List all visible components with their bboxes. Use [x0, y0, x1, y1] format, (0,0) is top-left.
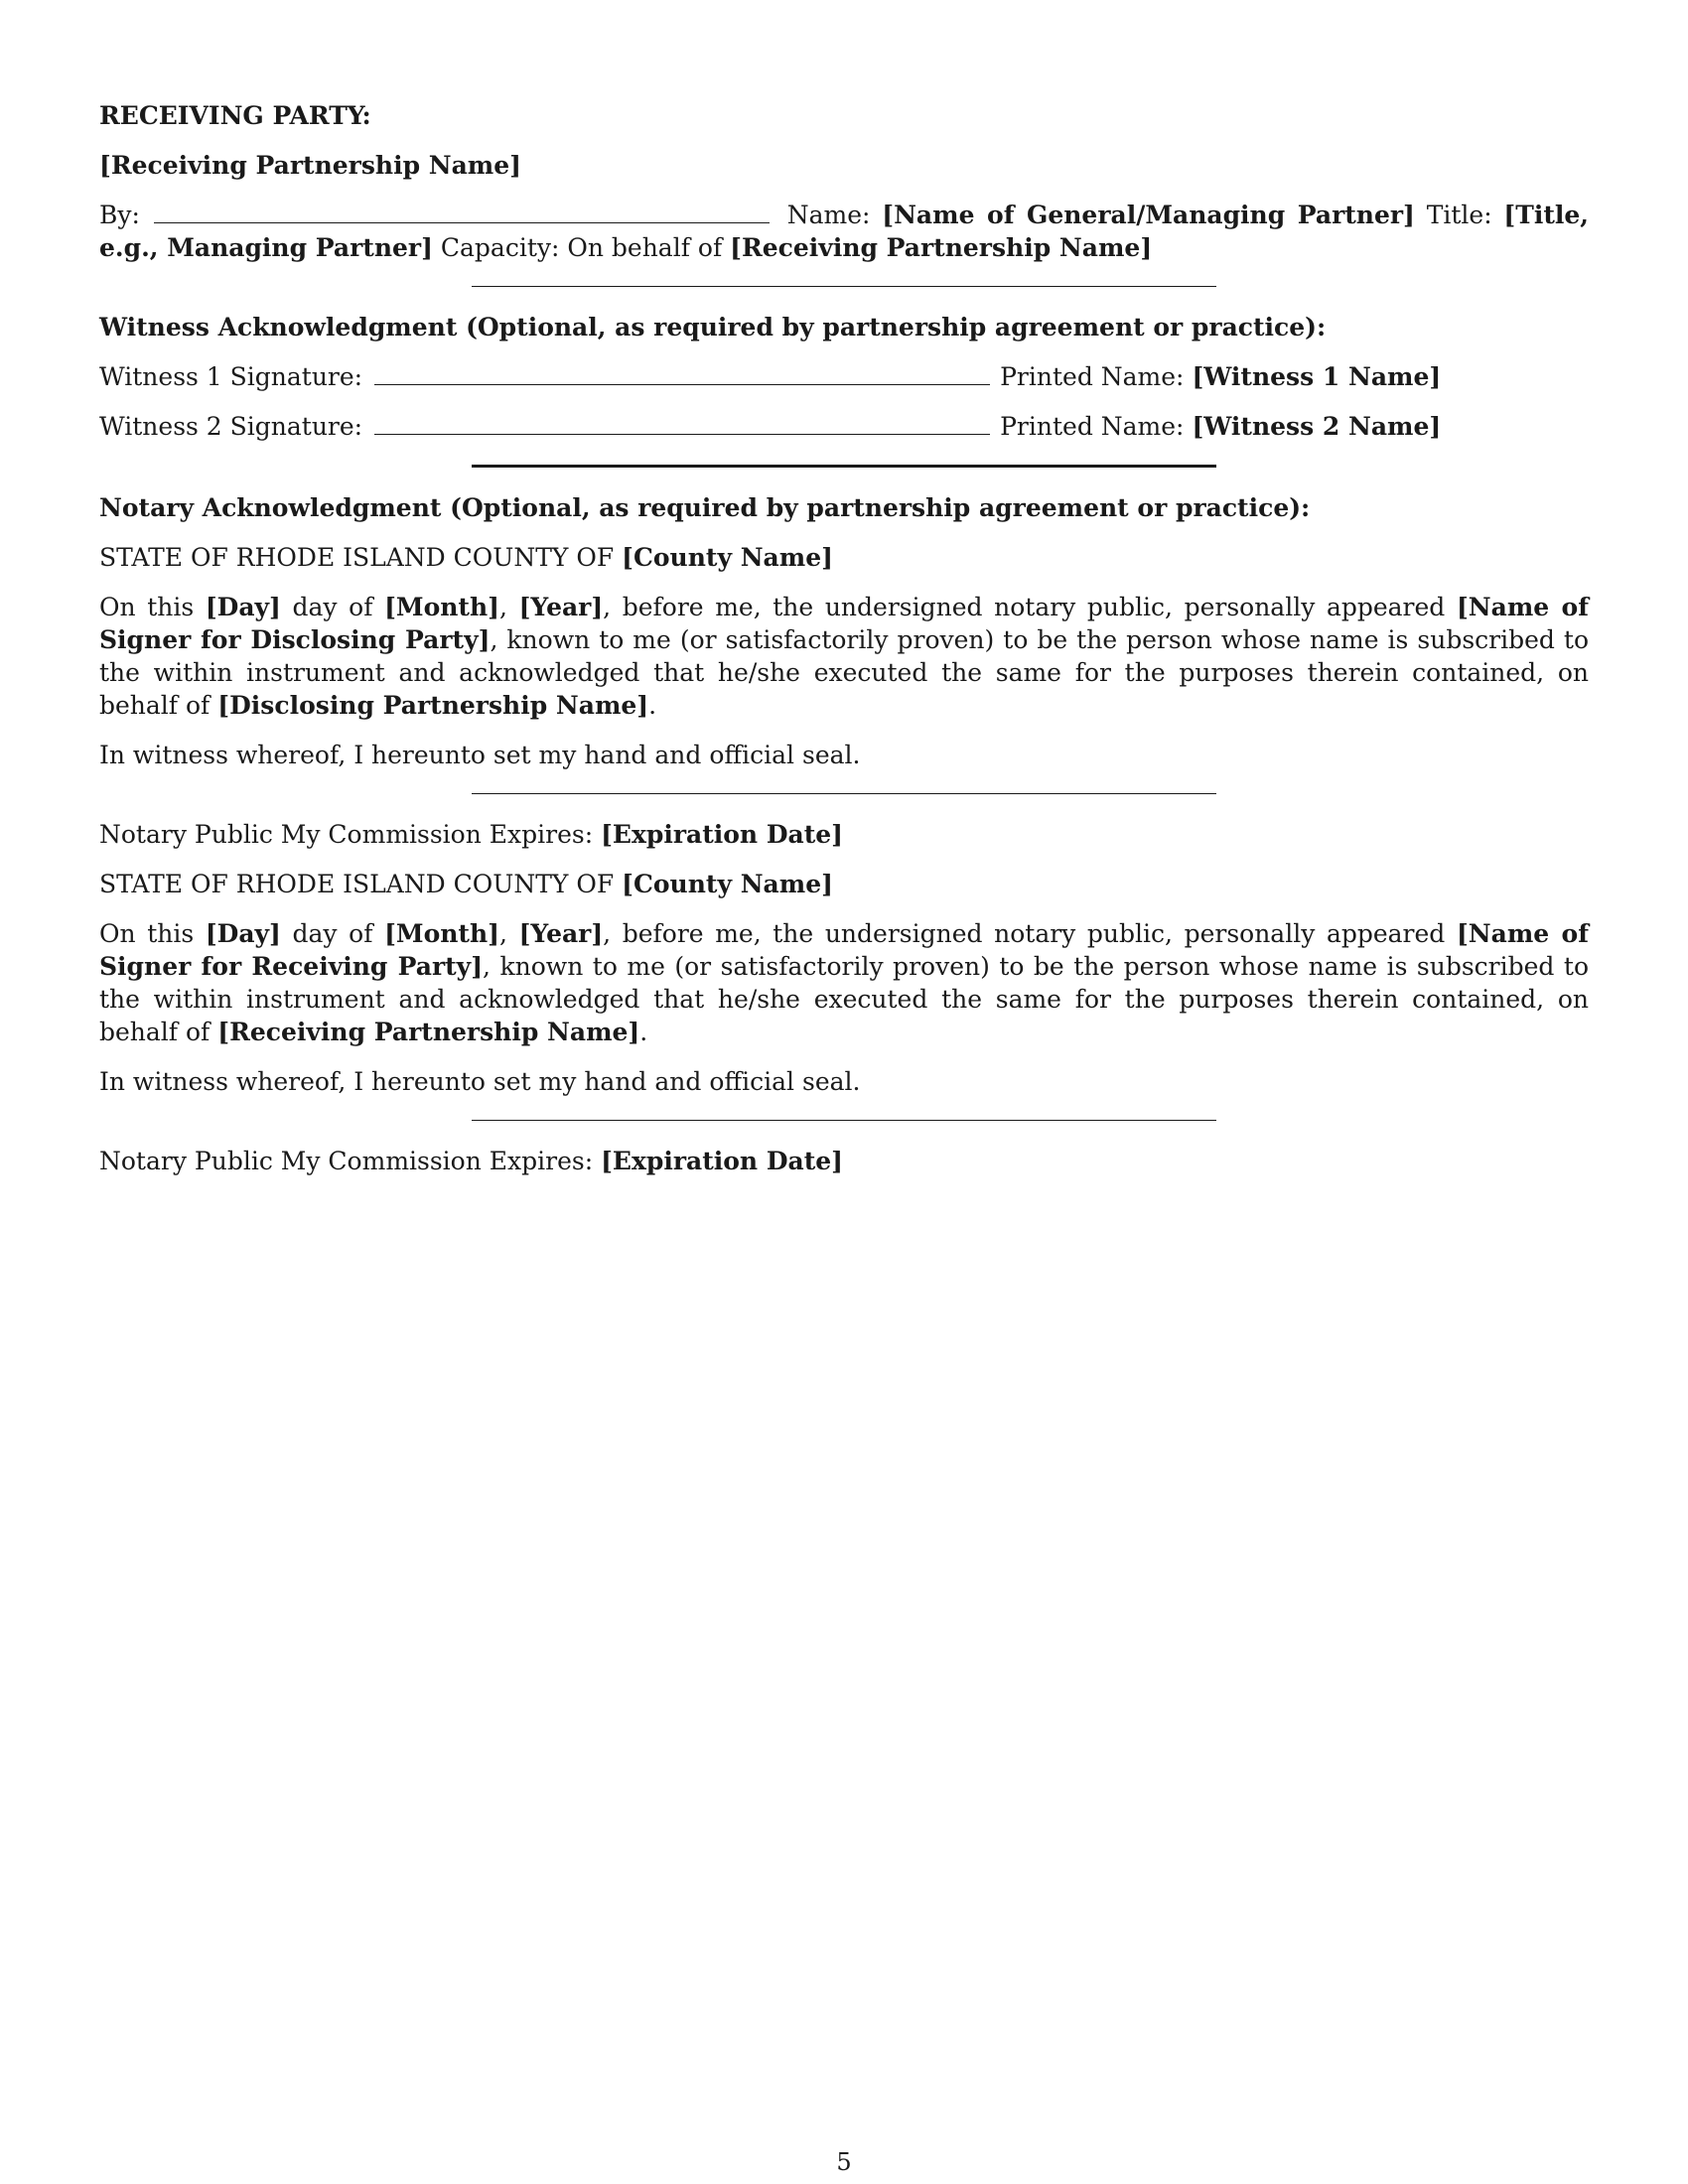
witness-2-signature-line[interactable] [374, 412, 990, 435]
witness-1-row [99, 360, 1589, 393]
notary-1-county: [County Name] [622, 543, 833, 572]
notary-1-day: [Day] [205, 593, 281, 621]
document-page [99, 99, 1589, 1194]
notary-2-witness-whereof: In witness whereof, I hereunto set my hand and official seal. [99, 1067, 861, 1096]
capacity-value: [Receiving Partnership Name] [730, 233, 1153, 262]
notary-1-partnership: [Disclosing Partnership Name] [217, 691, 649, 720]
notary-2-month: [Month] [384, 919, 499, 948]
capacity-label: Capacity: On behalf of [440, 233, 723, 262]
notary-2-state-county: STATE OF RHODE ISLAND COUNTY OF [County Name] [99, 870, 833, 898]
witness-2-printed-name-label: Printed Name: [1000, 412, 1185, 441]
notary-2-commission: Notary Public My Commission Expires: [Expiration Date] [99, 1147, 843, 1175]
receiving-party-heading: RECEIVING PARTY: [99, 101, 371, 130]
witness-1-name: [Witness 1 Name] [1192, 362, 1442, 391]
notary-2-expiration: [Expiration Date] [601, 1147, 843, 1175]
title-label: Title: [1426, 201, 1492, 229]
name-value: [Name of General/Managing Partner] [882, 201, 1415, 229]
divider [472, 465, 1216, 468]
notary-1-month: [Month] [384, 593, 499, 621]
notary-1-commission: Notary Public My Commission Expires: [Expiration Date] [99, 820, 843, 849]
notary-1-expiration: [Expiration Date] [601, 820, 843, 849]
title-value: [Title, e.g., Managing Partner] [99, 201, 1590, 262]
notary-1-witness-whereof: In witness whereof, I hereunto set my hand and official seal. [99, 741, 861, 769]
name-label: Name: [786, 201, 871, 229]
notary-2-day: [Day] [205, 919, 281, 948]
notary-2-county: [County Name] [622, 870, 833, 898]
witness-1-printed-name-label: Printed Name: [1000, 362, 1185, 391]
witness-2-signature-label: Witness 2 Signature: [99, 412, 363, 441]
notary-1-signer: [Name of Signer for Disclosing Party] [99, 593, 1589, 654]
notary-2-partnership: [Receiving Partnership Name] [217, 1018, 640, 1046]
witness-1-signature-line[interactable] [374, 362, 990, 385]
notary-1-state-county: STATE OF RHODE ISLAND COUNTY OF [County Name] [99, 543, 833, 572]
page-number: 5 [836, 2148, 852, 2176]
notary-1-paragraph: On this [Day] day of [Month], [Year], before me, the undersigned notary public, personally appeared [Name of Signer for Disclosing Party], known to me (or satisfactorily proven) to be the person whose name is subscribed to the within instrument and acknowledged that he/she executed the same for the purposes therein contained, on behalf of [Disclosing Partnership Name]. [99, 593, 1589, 720]
notary-heading: Notary Acknowledgment (Optional, as required by partnership agreement or practice): [99, 493, 1311, 522]
notary-2-paragraph: On this [Day] day of [Month], [Year], before me, the undersigned notary public, personally appeared [Name of Signer for Receiving Party], known to me (or satisfactorily proven) to be the person whose name is subscribed to the within instrument and acknowledged that he/she executed the same for the purposes therein contained, on behalf of [Receiving Partnership Name]. [99, 919, 1590, 1046]
notary-2-signer: [Name of Signer for Receiving Party] [99, 919, 1589, 981]
receiving-signature-block [99, 199, 1589, 264]
divider [472, 286, 1216, 287]
by-label: By: [99, 201, 140, 229]
witness-2-name: [Witness 2 Name] [1192, 412, 1442, 441]
receiving-signature-line[interactable] [154, 201, 770, 223]
witness-heading: Witness Acknowledgment (Optional, as required by partnership agreement or practice): [99, 313, 1327, 341]
notary-2-signature-line[interactable] [472, 1120, 1216, 1121]
witness-2-row [99, 410, 1589, 443]
notary-1-signature-line[interactable] [472, 793, 1216, 794]
notary-2-year: [Year] [518, 919, 604, 948]
receiving-partnership-name: [Receiving Partnership Name] [99, 151, 521, 180]
notary-1-year: [Year] [518, 593, 604, 621]
witness-1-signature-label: Witness 1 Signature: [99, 362, 363, 391]
